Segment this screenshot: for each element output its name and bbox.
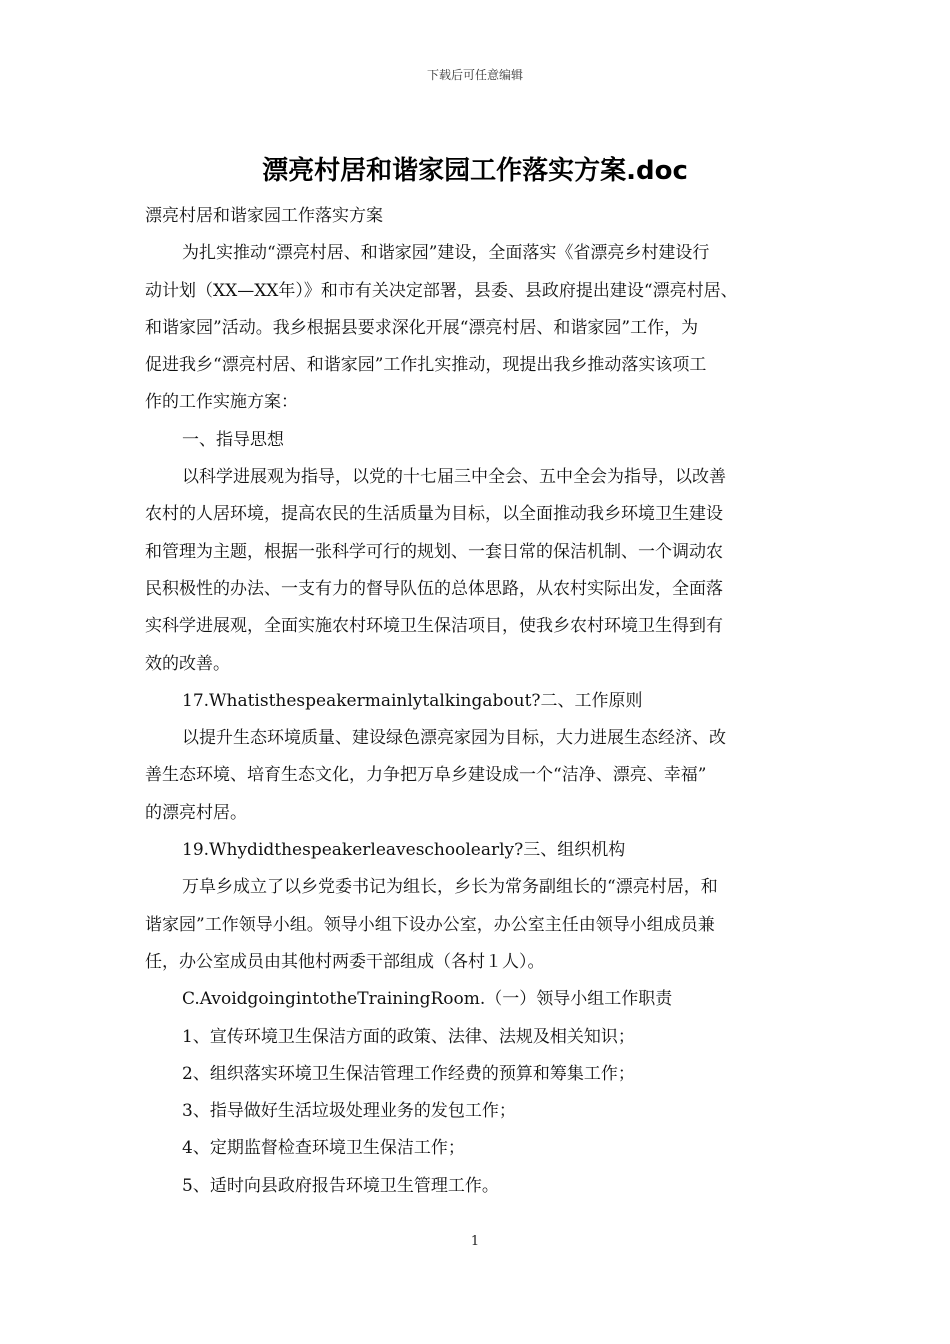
page-header-note: 下载后可任意编辑 [426, 68, 523, 82]
text-line: 谐家园”工作领导小组。领导小组下设办公室，办公室主任由领导小组成员兼 [145, 914, 715, 935]
text-line: 任，办公室成员由其他村两委干部组成（各村１人）。 [145, 951, 545, 972]
text-line: 实科学进展观，全面实施农村环境卫生保洁项目，使我乡农村环境卫生得到有 [145, 616, 723, 637]
text-line: 以科学进展观为指导，以党的十七届三中全会、五中全会为指导，以改善 [182, 467, 726, 488]
text-line: 的漂亮村居。 [145, 802, 247, 823]
text-line: 民积极性的办法、一支有力的督导队伍的总体思路，从农村实际出发，全面落 [145, 578, 723, 599]
text-line: 5、适时向县政府报告环境卫生管理工作。 [182, 1175, 499, 1196]
text-line: 3、指导做好生活垃圾处理业务的发包工作； [182, 1101, 516, 1122]
text-line: 1、宣传环境卫生保洁方面的政策、法律、法规及相关知识； [182, 1026, 635, 1047]
text-line: 一、指导思想 [182, 429, 284, 450]
text-line: 效的改善。 [145, 653, 230, 674]
text-line: 19.Whydidthespeakerleaveschoolearly?三、组织机构 [182, 840, 626, 861]
text-line: 善生态环境、培育生态文化，力争把万阜乡建设成一个“洁净、漂亮、幸福” [145, 765, 707, 786]
text-line: 以提升生态环境质量、建设绿色漂亮家园为目标，大力进展生态经济、改 [182, 728, 726, 749]
text-line: C.AvoidgoingintotheTrainingRoom.（一）领导小组工作职责 [182, 989, 673, 1010]
text-line: 和谐家园”活动。我乡根据县要求深化开展“漂亮村居、和谐家园”工作，为 [145, 317, 699, 338]
text-line: 作的工作实施方案： [145, 392, 298, 413]
document-body [145, 198, 810, 1205]
text-line: 17.Whatisthespeakermainlytalkingabout?二、工作原则 [182, 690, 643, 711]
text-line: 促进我乡“漂亮村居、和谐家园”工作扎实推动，现提出我乡推动落实该项工 [145, 355, 707, 376]
text-line: 和管理为主题，根据一张科学可行的规划、一套日常的保洁机制、一个调动农 [145, 541, 723, 562]
text-line: 4、定期监督检查环境卫生保洁工作； [182, 1138, 465, 1159]
text-line: 为扎实推动“漂亮村居、和谐家园”建设，全面落实《省漂亮乡村建设行 [182, 243, 710, 264]
page-number: 1 [470, 1234, 480, 1249]
document-title: 漂亮村居和谐家园工作落实方案.doc [262, 156, 688, 186]
text-line: 万阜乡成立了以乡党委书记为组长，乡长为常务副组长的“漂亮村居，和 [182, 877, 718, 898]
text-line: 2、组织落实环境卫生保洁管理工作经费的预算和筹集工作； [182, 1063, 635, 1084]
text-line: 农村的人居环境，提高农民的生活质量为目标，以全面推动我乡环境卫生建设 [145, 504, 723, 525]
text-line: 漂亮村居和谐家园工作落实方案 [145, 206, 383, 226]
text-line: 动计划（XX—XX年）》和市有关决定部署，县委、县政府提出建设“漂亮村居、 [145, 280, 738, 301]
